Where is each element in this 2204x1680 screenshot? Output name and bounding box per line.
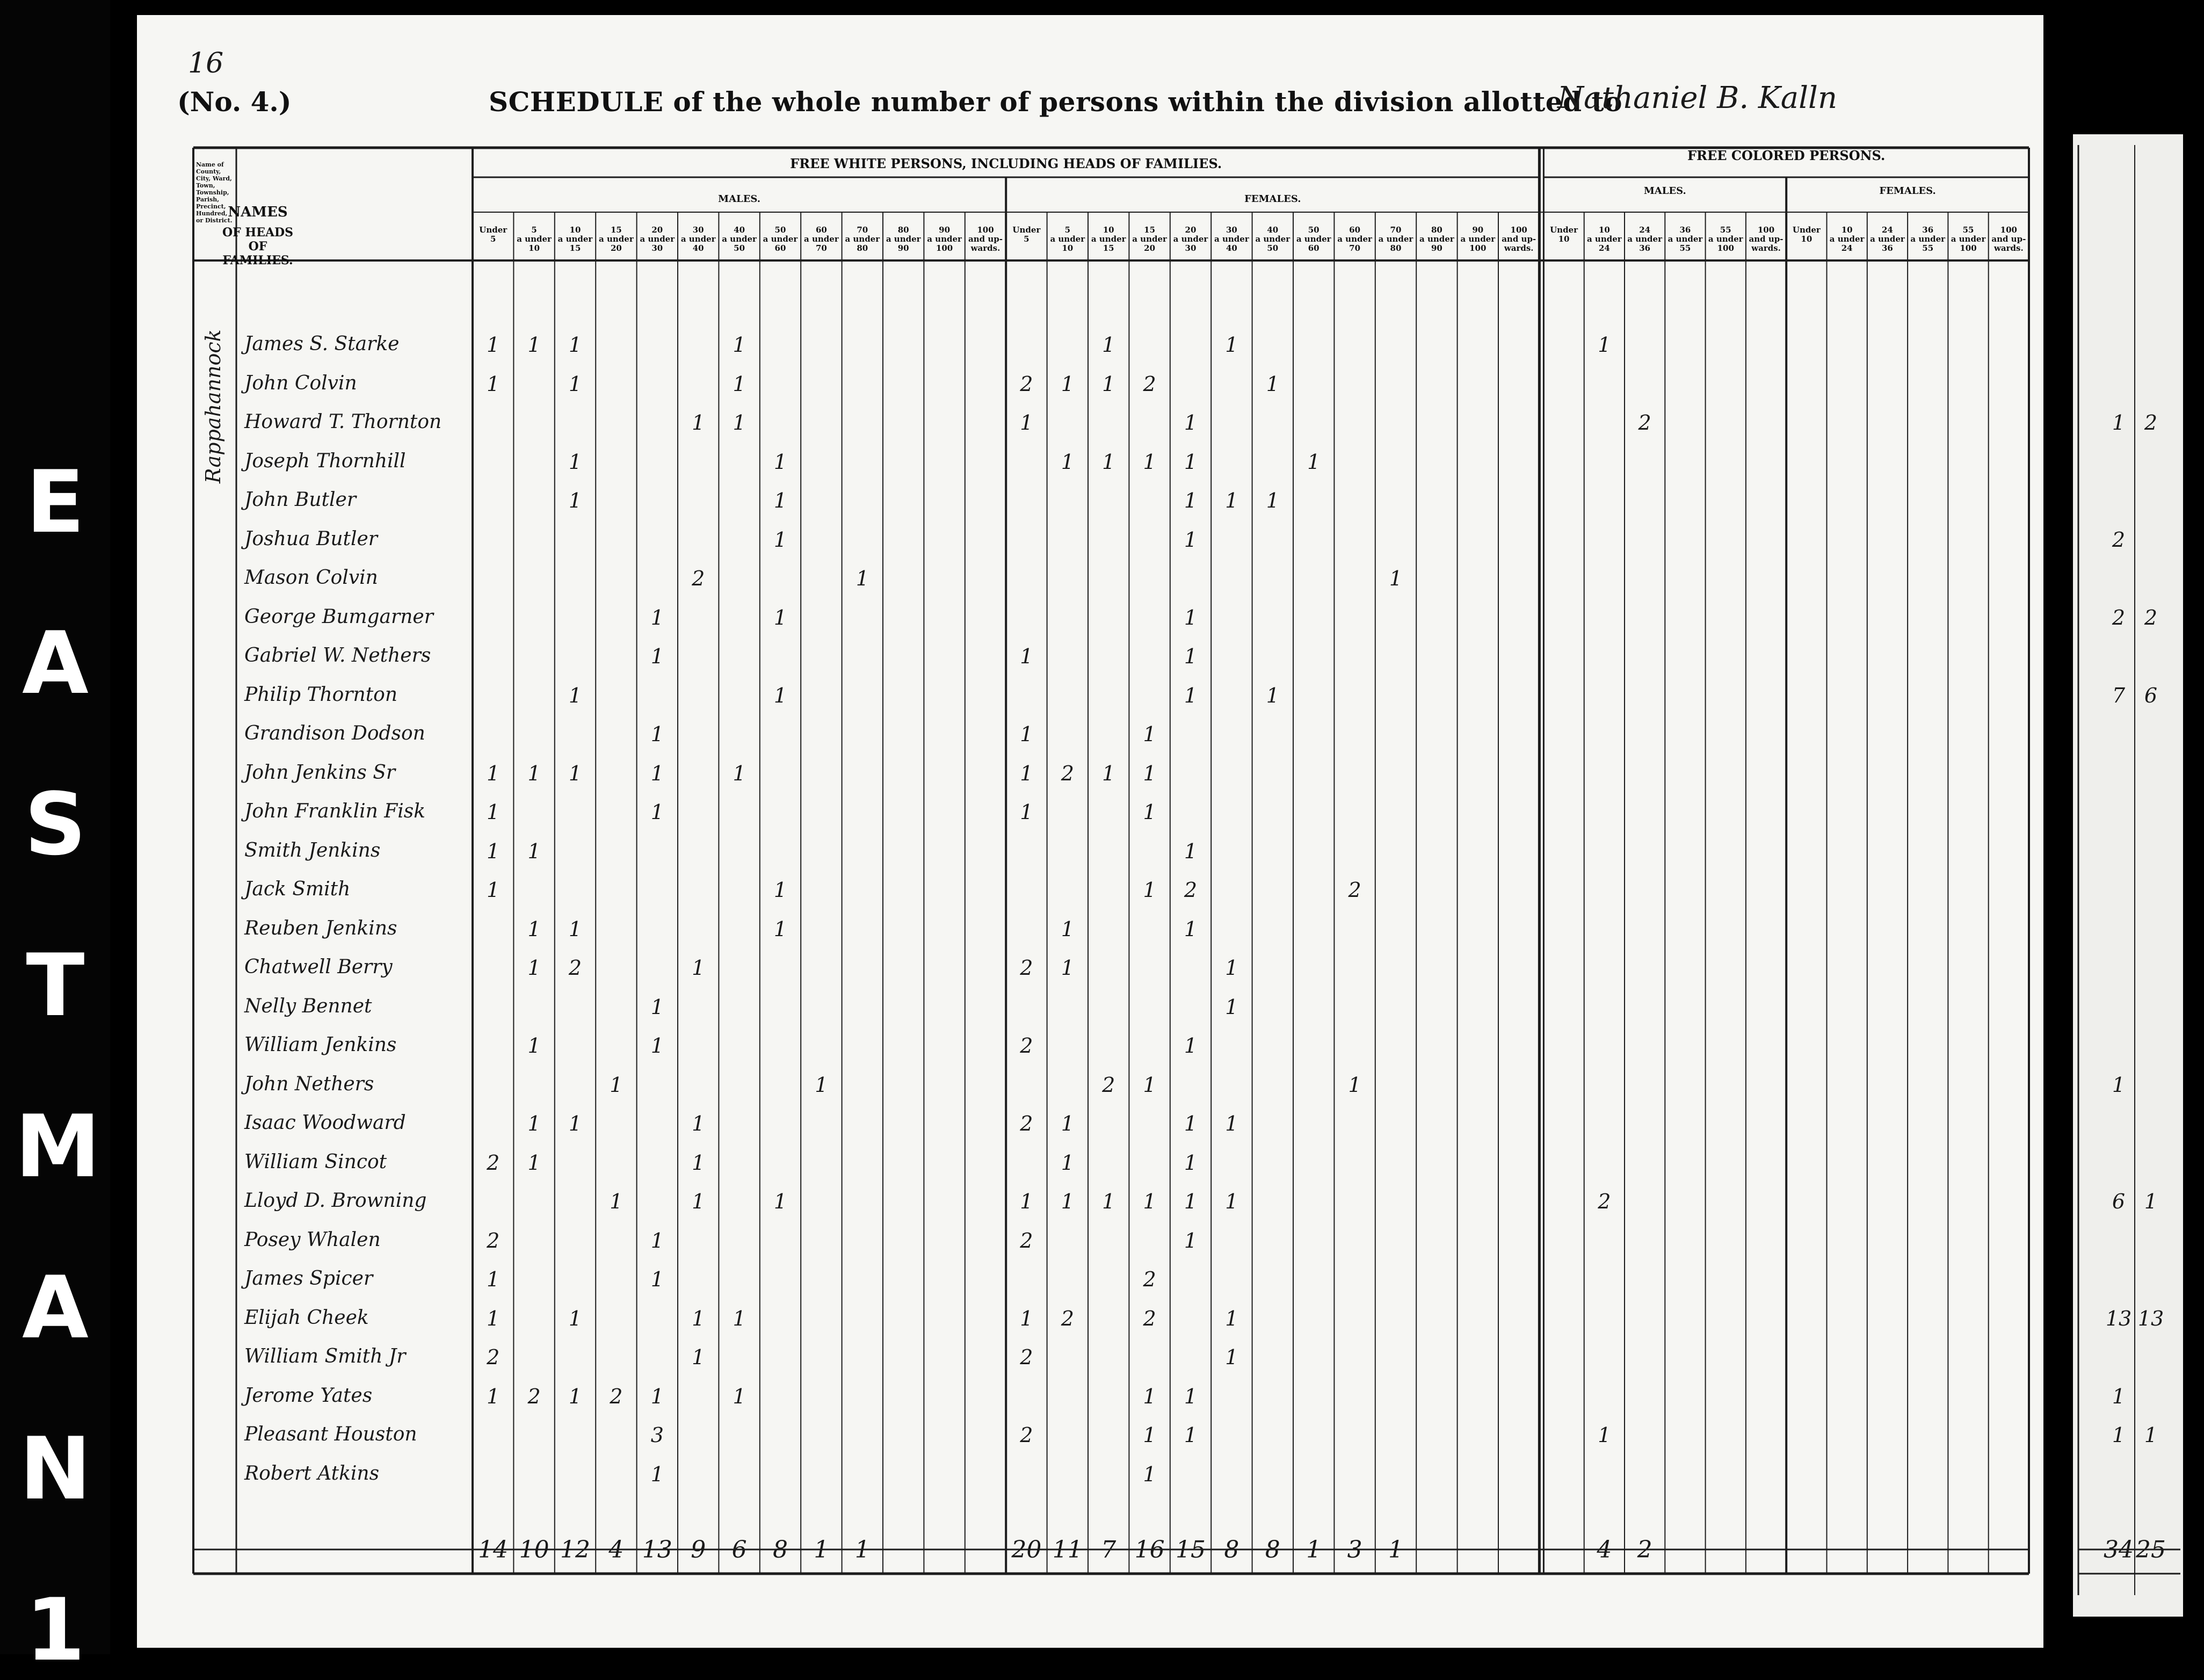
side-label-letter: A (22, 613, 89, 713)
white-female-tally: 2 (1020, 956, 1033, 980)
head-of-family-name: Smith Jenkins (244, 839, 381, 861)
white-male-tally: 1 (527, 956, 541, 980)
head-of-family-name: Posey Whalen (244, 1228, 381, 1251)
white-male-tally: 1 (733, 411, 746, 435)
white-females-heading: FEMALES. (1244, 193, 1301, 205)
white-female-tally: 1 (1020, 761, 1033, 785)
head-of-family-name: Nelly Bennet (244, 995, 372, 1017)
white-female-tally: 1 (1143, 800, 1156, 824)
white-male-tally: 1 (692, 1345, 705, 1369)
white-male-tally: 1 (650, 800, 664, 824)
white-female-tally: 1 (1225, 1345, 1238, 1369)
white-male-tally: 1 (692, 1190, 705, 1213)
white-female-age-header: 10 a under 15 (1091, 225, 1126, 253)
white-male-age-header: 15 a under 20 (599, 225, 634, 253)
white-female-tally: 1 (1184, 917, 1198, 941)
head-of-family-name: William Smith Jr (244, 1345, 406, 1367)
head-of-family-name: Jerome Yates (244, 1384, 373, 1407)
white-male-age-header: 70 a under 80 (845, 225, 880, 253)
head-of-family-name: Chatwell Berry (244, 956, 393, 978)
white-male-tally: 1 (527, 1112, 541, 1135)
white-female-tally: 1 (1102, 1190, 1115, 1213)
white-male-age-header: 60 a under 70 (804, 225, 839, 253)
white-male-tally: 1 (527, 1034, 541, 1058)
colored-male-tally: 1 (1598, 333, 1611, 357)
white-female-total: 8 (1265, 1536, 1280, 1563)
head-of-family-name: Jack Smith (244, 878, 351, 900)
white-male-total: 13 (642, 1536, 672, 1563)
white-female-tally: 1 (1266, 372, 1279, 396)
white-male-tally: 1 (773, 683, 787, 707)
white-female-age-header: Under 5 (1012, 225, 1041, 244)
white-female-tally: 1 (1184, 605, 1198, 629)
white-female-tally: 1 (1184, 1150, 1198, 1175)
white-male-tally: 1 (692, 1306, 705, 1330)
white-male-tally: 1 (733, 1306, 746, 1330)
side-label-letter: A (22, 1257, 89, 1358)
white-female-tally: 1 (1225, 1306, 1238, 1330)
white-female-tally: 2 (1143, 1268, 1156, 1291)
place-name: Rappahannock (201, 329, 225, 483)
white-male-tally: 1 (773, 878, 787, 902)
white-female-tally: 1 (1061, 956, 1074, 980)
head-of-family-name: Grandison Dodson (244, 722, 425, 744)
head-of-family-name: James Spicer (244, 1268, 373, 1290)
white-male-tally: 1 (527, 917, 541, 941)
enumerator-name: Nathaniel B. Kalln (1557, 81, 1838, 115)
white-male-tally: 1 (487, 839, 500, 863)
white-female-age-header: 60 a under 70 (1337, 225, 1372, 253)
white-female-tally: 1 (1102, 761, 1115, 785)
white-male-tally: 2 (610, 1384, 623, 1408)
white-female-tally: 2 (1020, 1423, 1033, 1447)
white-female-tally: 2 (1348, 878, 1361, 902)
white-female-tally: 2 (1020, 1228, 1033, 1252)
white-female-tally: 1 (1102, 333, 1115, 357)
white-female-total: 8 (1224, 1536, 1239, 1563)
white-female-tally: 2 (1143, 372, 1156, 396)
white-male-age-header: 80 a under 90 (886, 225, 921, 253)
adjacent-page-tally: 2 (2112, 527, 2126, 552)
white-female-tally: 1 (1184, 411, 1198, 435)
head-of-family-name: William Sincot (244, 1150, 387, 1173)
side-label-letter: M (15, 1096, 101, 1197)
white-male-total: 1 (814, 1536, 829, 1563)
head-of-family-name: Isaac Woodward (244, 1112, 406, 1134)
white-male-tally: 2 (487, 1150, 500, 1175)
white-male-tally: 1 (692, 411, 705, 435)
adjacent-page-tally: 1 (2112, 1384, 2126, 1408)
colored-female-age-header: 100 and up- wards. (1991, 225, 2026, 253)
white-male-tally: 1 (773, 527, 787, 552)
white-female-tally: 1 (1143, 450, 1156, 474)
adjacent-page-tally: 1 (2112, 1073, 2126, 1097)
white-male-total: 4 (608, 1536, 624, 1563)
head-of-family-name: Robert Atkins (244, 1462, 380, 1485)
white-male-tally: 1 (773, 1190, 787, 1213)
colored-male-total: 2 (1637, 1536, 1652, 1563)
white-female-tally: 1 (1266, 683, 1279, 707)
white-female-tally: 1 (1102, 450, 1115, 474)
white-female-tally: 1 (1020, 722, 1033, 746)
white-male-tally: 1 (527, 839, 541, 863)
white-male-total: 8 (773, 1536, 788, 1563)
colored-male-age-header: 24 a under 36 (1627, 225, 1662, 253)
white-female-age-header: 15 a under 20 (1132, 225, 1167, 253)
white-male-tally: 1 (610, 1190, 623, 1213)
white-male-age-header: 100 and up- wards. (968, 225, 1003, 253)
white-female-total: 3 (1347, 1536, 1362, 1563)
head-of-family-name: Lloyd D. Browning (244, 1190, 427, 1212)
white-female-tally: 1 (1184, 450, 1198, 474)
side-label-letter: 1 (25, 1580, 85, 1680)
white-male-age-header: 20 a under 30 (640, 225, 675, 253)
adjacent-page-tally: 1 (2112, 411, 2126, 435)
white-male-tally: 1 (650, 995, 664, 1019)
white-female-tally: 1 (1143, 878, 1156, 902)
colored-female-age-header: 10 a under 24 (1829, 225, 1865, 253)
side-label-letter: N (19, 1418, 91, 1519)
white-male-tally: 1 (733, 1384, 746, 1408)
head-of-family-name: Elijah Cheek (244, 1306, 369, 1329)
white-female-total: 11 (1052, 1536, 1083, 1563)
head-of-family-name: Gabriel W. Nethers (244, 645, 431, 667)
side-label-letter: E (26, 452, 85, 552)
white-female-tally: 1 (1184, 839, 1198, 863)
head-of-family-name: Mason Colvin (244, 567, 378, 589)
white-male-tally: 2 (527, 1384, 541, 1408)
white-female-tally: 1 (1143, 1073, 1156, 1097)
white-male-tally: 1 (692, 1112, 705, 1135)
white-female-tally: 2 (1102, 1073, 1115, 1097)
white-male-age-header: 30 a under 40 (680, 225, 716, 253)
white-male-tally: 1 (650, 1384, 664, 1408)
white-male-tally: 1 (610, 1073, 623, 1097)
head-of-family-name: Joseph Thornhill (244, 450, 406, 472)
place-column-heading: Name of County, City, Ward, Town, Township, Parish, Precinct, Hundred, or District. (196, 161, 233, 224)
white-female-tally: 1 (1143, 1462, 1156, 1486)
head-of-family-name: John Nethers (244, 1073, 374, 1095)
head-of-family-name: John Colvin (244, 372, 357, 394)
white-male-tally: 1 (568, 1384, 582, 1408)
white-male-age-header: 10 a under 15 (557, 225, 593, 253)
colored-females-heading: FEMALES. (1879, 185, 1936, 197)
adjacent-page-tally: 7 (2112, 683, 2126, 707)
colored-female-age-header: 24 a under 36 (1870, 225, 1905, 253)
white-male-tally: 1 (773, 605, 787, 629)
white-male-age-header: Under 5 (479, 225, 508, 244)
white-female-tally: 1 (1061, 1190, 1074, 1213)
adjacent-page-tally: 2 (2112, 605, 2126, 629)
white-male-tally: 2 (487, 1228, 500, 1252)
white-male-age-header: 5 a under 10 (517, 225, 552, 253)
white-male-tally: 1 (773, 450, 787, 474)
white-male-total: 1 (854, 1536, 870, 1563)
white-female-tally: 2 (1184, 878, 1198, 902)
white-female-tally: 1 (1020, 645, 1033, 668)
white-female-age-header: 80 a under 90 (1419, 225, 1454, 253)
white-female-tally: 1 (1061, 1150, 1074, 1175)
white-male-tally: 1 (568, 450, 582, 474)
white-female-tally: 1 (1225, 1190, 1238, 1213)
white-female-tally: 2 (1020, 1345, 1033, 1369)
white-female-age-header: 90 a under 100 (1460, 225, 1496, 253)
white-female-tally: 1 (1143, 761, 1156, 785)
white-male-tally: 1 (650, 1228, 664, 1252)
white-female-age-header: 50 a under 60 (1296, 225, 1331, 253)
adjacent-page-tally: 1 (2112, 1423, 2126, 1447)
white-female-total: 1 (1388, 1536, 1403, 1563)
colored-female-age-header: 55 a under 100 (1951, 225, 1986, 253)
white-female-tally: 2 (1020, 1034, 1033, 1058)
colored-male-tally: 2 (1638, 411, 1651, 435)
white-female-tally: 2 (1061, 1306, 1074, 1330)
white-male-tally: 1 (733, 372, 746, 396)
white-female-age-header: 100 and up- wards. (1502, 225, 1536, 253)
white-female-age-header: 40 a under 50 (1255, 225, 1291, 253)
white-female-age-header: 20 a under 30 (1173, 225, 1208, 253)
white-female-tally: 1 (1102, 372, 1115, 396)
white-male-tally: 1 (487, 333, 500, 357)
white-male-tally: 1 (487, 372, 500, 396)
white-male-tally: 1 (773, 489, 787, 512)
white-male-tally: 1 (568, 1306, 582, 1330)
white-male-tally: 1 (568, 489, 582, 512)
side-label-letter: S (24, 774, 86, 874)
white-male-tally: 1 (487, 878, 500, 902)
white-female-tally: 1 (1184, 683, 1198, 707)
head-of-family-name: George Bumgarner (244, 605, 433, 628)
white-male-tally: 2 (487, 1345, 500, 1369)
white-male-tally: 1 (815, 1073, 828, 1097)
white-female-tally: 1 (1020, 411, 1033, 435)
free-white-heading: FREE WHITE PERSONS, INCLUDING HEADS OF FAMILIES. (790, 156, 1222, 171)
white-female-tally: 1 (1061, 1112, 1074, 1135)
adjacent-page-tally: 1 (2144, 1190, 2158, 1213)
white-female-tally: 1 (1389, 567, 1403, 590)
adjacent-page-tally: 2 (2144, 605, 2158, 629)
white-male-tally: 1 (527, 761, 541, 785)
white-female-tally: 1 (1184, 1034, 1198, 1058)
white-female-tally: 1 (1225, 956, 1238, 980)
white-female-tally: 1 (1348, 1073, 1361, 1097)
head-of-family-name: Joshua Butler (244, 527, 378, 550)
white-male-tally: 1 (568, 1112, 582, 1135)
white-male-tally: 1 (527, 333, 541, 357)
white-female-tally: 1 (1184, 1112, 1198, 1135)
colored-male-age-header: Under 10 (1550, 225, 1578, 244)
white-male-tally: 1 (773, 917, 787, 941)
colored-female-age-header: 36 a under 55 (1910, 225, 1946, 253)
head-of-family-name: John Franklin Fisk (244, 800, 426, 822)
white-female-tally: 1 (1184, 527, 1198, 552)
head-of-family-name: John Butler (244, 489, 357, 511)
white-male-tally: 3 (650, 1423, 664, 1447)
white-male-tally: 1 (487, 761, 500, 785)
white-female-tally: 1 (1061, 917, 1074, 941)
white-male-tally: 1 (568, 761, 582, 785)
white-female-total: 15 (1176, 1536, 1206, 1563)
white-male-tally: 1 (568, 683, 582, 707)
white-male-age-header: 90 a under 100 (927, 225, 962, 253)
colored-males-heading: MALES. (1643, 185, 1686, 197)
free-colored-heading: FREE COLORED PERSONS. (1687, 148, 1886, 163)
white-male-tally: 1 (692, 956, 705, 980)
white-female-tally: 1 (1061, 372, 1074, 396)
white-female-total: 16 (1134, 1536, 1165, 1563)
white-males-heading: MALES. (718, 193, 761, 205)
white-female-tally: 1 (1184, 1384, 1198, 1408)
white-female-tally: 1 (1143, 722, 1156, 746)
white-male-tally: 1 (650, 645, 664, 668)
white-female-tally: 1 (1143, 1384, 1156, 1408)
white-female-tally: 1 (1184, 1190, 1198, 1213)
white-female-tally: 1 (1225, 333, 1238, 357)
white-female-tally: 1 (1184, 489, 1198, 512)
white-female-tally: 1 (1143, 1190, 1156, 1213)
white-male-tally: 1 (650, 1268, 664, 1291)
white-female-tally: 1 (1061, 450, 1074, 474)
head-of-family-name: Philip Thornton (244, 683, 398, 706)
colored-male-tally: 2 (1598, 1190, 1611, 1213)
head-of-family-name: Pleasant Houston (244, 1423, 417, 1445)
white-male-tally: 1 (856, 567, 869, 590)
names-heading: NAMES (228, 204, 288, 220)
side-label-letter: T (26, 935, 85, 1035)
white-female-age-header: 5 a under 10 (1050, 225, 1085, 253)
adjacent-page-total: 25 (2136, 1536, 2166, 1563)
white-female-age-header: 70 a under 80 (1378, 225, 1413, 253)
white-male-tally: 2 (692, 567, 705, 590)
white-male-tally: 1 (650, 1462, 664, 1486)
white-male-tally: 1 (733, 333, 746, 357)
white-female-total: 7 (1101, 1536, 1116, 1563)
white-female-tally: 2 (1061, 761, 1074, 785)
adjacent-page-tally: 2 (2144, 411, 2158, 435)
page-number: 16 (188, 47, 224, 79)
white-male-tally: 1 (650, 605, 664, 629)
names-subheading: OF HEADS OF FAMILIES. (222, 226, 294, 267)
white-male-tally: 1 (733, 761, 746, 785)
white-female-tally: 2 (1020, 372, 1033, 396)
white-male-total: 14 (478, 1536, 509, 1563)
white-female-tally: 1 (1184, 1228, 1198, 1252)
colored-male-age-header: 10 a under 24 (1586, 225, 1622, 253)
white-female-tally: 1 (1184, 1423, 1198, 1447)
white-male-tally: 1 (650, 722, 664, 746)
white-male-total: 10 (519, 1536, 549, 1563)
colored-male-total: 4 (1597, 1536, 1612, 1563)
white-female-tally: 2 (1143, 1306, 1156, 1330)
white-female-tally: 1 (1020, 1306, 1033, 1330)
schedule-title: SCHEDULE of the whole number of persons within the division allotted to (489, 86, 1622, 118)
form-number: (No. 4.) (177, 86, 292, 118)
adjacent-page-tally: 13 (2105, 1306, 2132, 1330)
white-female-tally: 1 (1307, 450, 1321, 474)
white-male-tally: 1 (527, 1150, 541, 1175)
colored-male-age-header: 55 a under 100 (1708, 225, 1743, 253)
white-female-tally: 1 (1225, 489, 1238, 512)
colored-male-age-header: 100 and up- wards. (1749, 225, 1784, 253)
white-male-tally: 1 (487, 800, 500, 824)
white-male-tally: 1 (568, 372, 582, 396)
white-female-tally: 1 (1020, 1190, 1033, 1213)
white-female-tally: 1 (1266, 489, 1279, 512)
white-male-tally: 1 (568, 333, 582, 357)
head-of-family-name: James S. Starke (244, 333, 400, 355)
colored-female-age-header: Under 10 (1792, 225, 1821, 244)
white-female-total: 20 (1011, 1536, 1042, 1563)
white-male-tally: 1 (487, 1268, 500, 1291)
adjacent-page-total: 34 (2104, 1536, 2134, 1563)
adjacent-page-tally: 1 (2144, 1423, 2158, 1447)
white-male-tally: 1 (568, 917, 582, 941)
white-female-tally: 1 (1184, 645, 1198, 668)
white-male-tally: 1 (487, 1384, 500, 1408)
head-of-family-name: William Jenkins (244, 1034, 397, 1056)
white-male-tally: 1 (692, 1150, 705, 1175)
white-male-age-header: 50 a under 60 (763, 225, 798, 253)
white-male-tally: 1 (650, 761, 664, 785)
white-female-tally: 1 (1225, 1112, 1238, 1135)
white-female-age-header: 30 a under 40 (1214, 225, 1249, 253)
head-of-family-name: John Jenkins Sr (244, 761, 396, 784)
white-female-tally: 1 (1225, 995, 1238, 1019)
white-male-tally: 1 (487, 1306, 500, 1330)
head-of-family-name: Howard T. Thornton (244, 411, 442, 433)
white-male-total: 6 (731, 1536, 747, 1563)
adjacent-page-tally: 6 (2112, 1190, 2126, 1213)
white-male-age-header: 40 a under 50 (722, 225, 757, 253)
white-female-tally: 1 (1020, 800, 1033, 824)
adjacent-page-tally: 6 (2144, 683, 2158, 707)
colored-male-age-header: 36 a under 55 (1668, 225, 1703, 253)
white-male-total: 9 (691, 1536, 706, 1563)
white-male-tally: 1 (650, 1034, 664, 1058)
head-of-family-name: Reuben Jenkins (244, 917, 397, 939)
white-male-total: 12 (560, 1536, 590, 1563)
white-male-tally: 2 (568, 956, 582, 980)
white-female-total: 1 (1306, 1536, 1322, 1563)
colored-male-tally: 1 (1598, 1423, 1611, 1447)
adjacent-page-tally: 13 (2137, 1306, 2164, 1330)
white-female-tally: 1 (1143, 1423, 1156, 1447)
white-female-tally: 2 (1020, 1112, 1033, 1135)
